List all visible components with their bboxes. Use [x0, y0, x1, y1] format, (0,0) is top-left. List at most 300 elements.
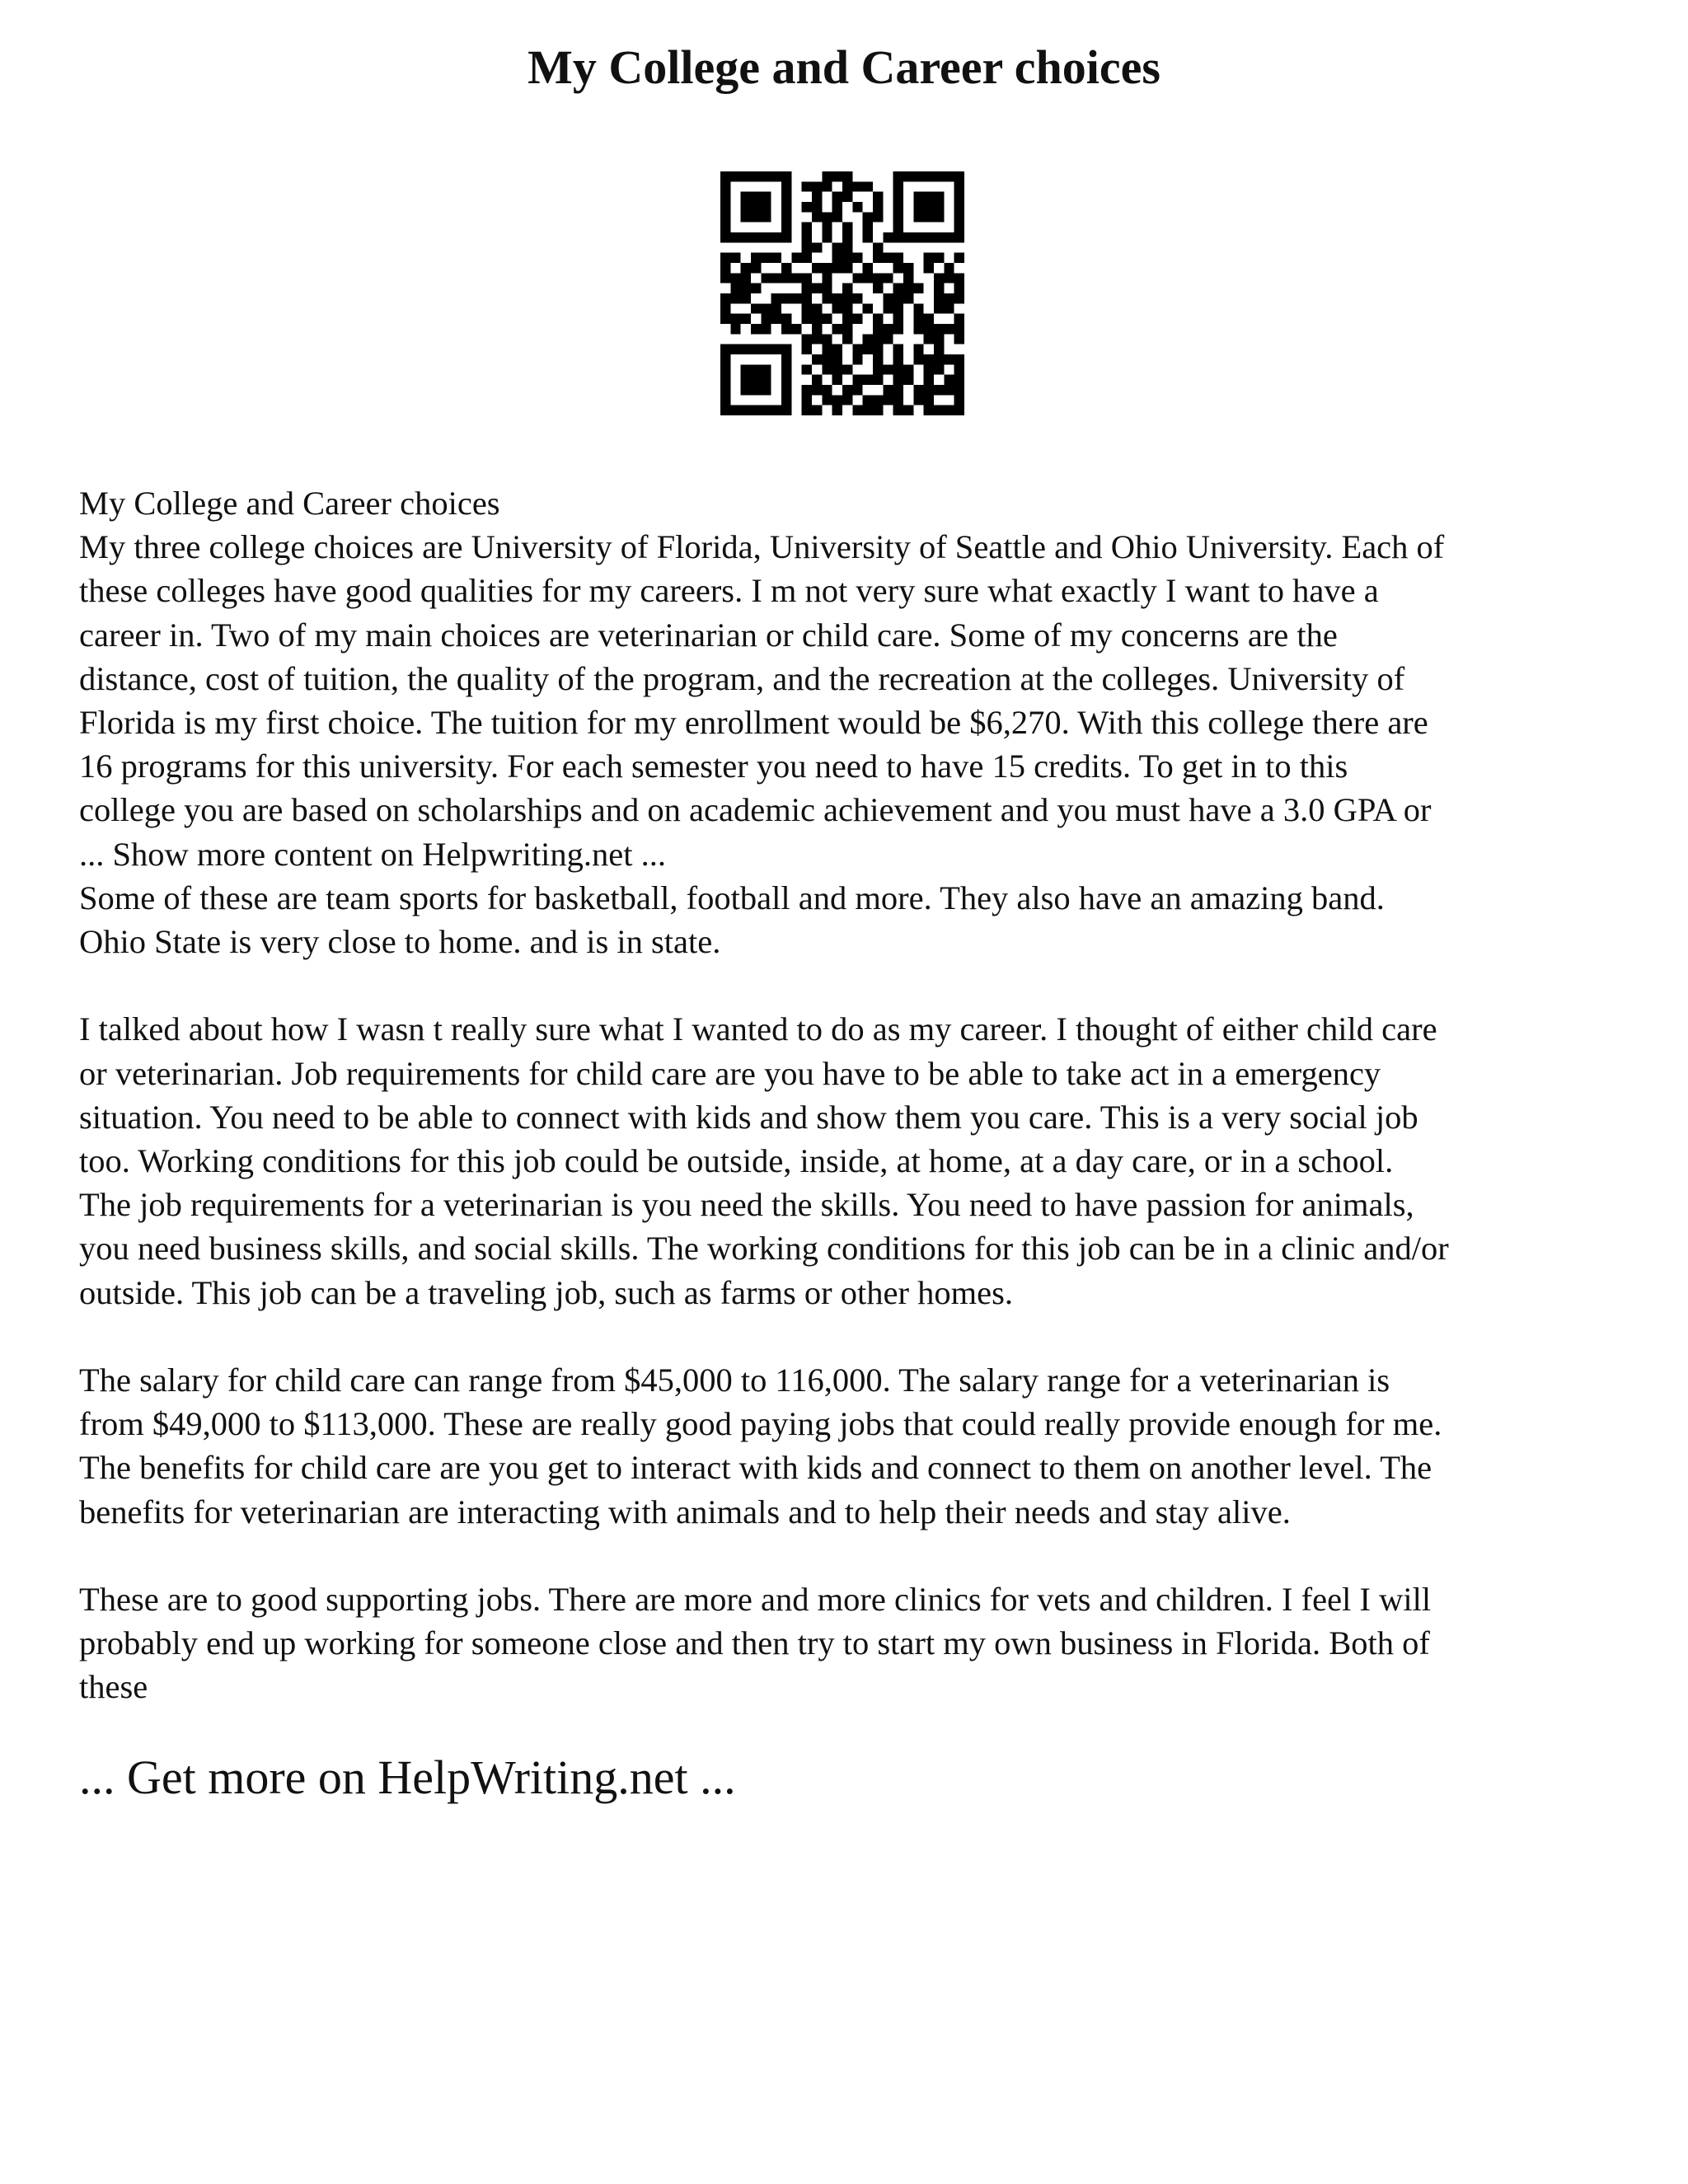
qr-module: [903, 364, 913, 374]
qr-module: [944, 405, 954, 415]
qr-module: [741, 202, 751, 212]
qr-module: [873, 334, 883, 344]
qr-module: [720, 364, 730, 374]
qr-module: [791, 253, 801, 263]
qr-module: [822, 354, 832, 364]
qr-module: [791, 293, 801, 303]
qr-module: [903, 171, 913, 181]
qr-module: [903, 232, 913, 242]
qr-module: [720, 385, 730, 395]
qr-module: [893, 171, 903, 181]
qr-module: [832, 242, 842, 252]
qr-module: [934, 344, 944, 354]
qr-module: [893, 232, 903, 242]
qr-module: [802, 242, 812, 252]
qr-module: [954, 202, 964, 212]
qr-module: [720, 314, 730, 324]
qr-module: [903, 375, 913, 385]
qr-module: [954, 212, 964, 222]
qr-module: [741, 405, 751, 415]
text-line: Florida is my first choice. The tuition for my enrollment would be $6,270. With this college there are: [79, 704, 1428, 742]
qr-module: [812, 324, 822, 334]
qr-module: [924, 192, 934, 202]
qr-module: [802, 314, 812, 324]
qr-module: [761, 364, 771, 374]
qr-module: [761, 385, 771, 395]
qr-module: [720, 192, 730, 202]
qr-module: [761, 212, 771, 222]
qr-module: [954, 284, 964, 293]
qr-module: [730, 344, 740, 354]
qr-module: [842, 293, 852, 303]
qr-module: [842, 171, 852, 181]
qr-module: [954, 385, 964, 395]
text-line: distance, cost of tuition, the quality of the program, and the recreation at the colleges. University of: [79, 659, 1405, 697]
qr-module: [720, 405, 730, 415]
qr-module: [852, 273, 862, 283]
qr-module: [944, 375, 954, 385]
qr-module: [822, 334, 832, 344]
qr-module: [944, 232, 954, 242]
qr-module: [954, 364, 964, 374]
qr-module: [924, 202, 934, 212]
qr-module: [944, 273, 954, 283]
qr-module: [781, 171, 791, 181]
qr-module: [802, 202, 812, 212]
qr-module: [934, 171, 944, 181]
qr-module: [944, 354, 954, 364]
qr-module: [944, 171, 954, 181]
qr-module: [741, 192, 751, 202]
qr-module: [761, 303, 771, 313]
qr-module: [893, 375, 903, 385]
qr-module: [781, 375, 791, 385]
qr-module: [863, 232, 873, 242]
qr-module: [954, 334, 964, 344]
qr-module: [934, 334, 944, 344]
qr-module: [771, 303, 781, 313]
qr-module: [751, 253, 761, 263]
text-line: situation. You need to be able to connect with kids and show them you care. This is a very social job: [79, 1098, 1418, 1136]
qr-module: [934, 364, 944, 374]
qr-module: [852, 405, 862, 415]
qr-module: [730, 232, 740, 242]
qr-module: [832, 202, 842, 212]
qr-module: [720, 273, 730, 283]
qr-module: [924, 263, 934, 273]
qr-module: [730, 314, 740, 324]
qr-module: [883, 364, 893, 374]
qr-module: [751, 192, 761, 202]
qr-module: [873, 284, 883, 293]
qr-module: [771, 405, 781, 415]
text-line: The salary for child care can range from $45,000 to 116,000. The salary range for a veterinarian is: [79, 1361, 1390, 1399]
qr-module: [913, 324, 923, 334]
qr-module: [741, 284, 751, 293]
qr-module: [924, 232, 934, 242]
qr-module: [812, 314, 822, 324]
qr-module: [903, 273, 913, 283]
qr-module: [924, 253, 934, 263]
qr-module: [720, 212, 730, 222]
qr-module: [832, 344, 842, 354]
text-line: The job requirements for a veterinarian is you need the skills. You need to have passion for animals,: [79, 1186, 1414, 1224]
text-line: these: [79, 1668, 148, 1706]
qr-module: [954, 375, 964, 385]
paragraph-gap: [79, 1534, 1620, 1577]
qr-module: [873, 253, 883, 263]
qr-module: [863, 273, 873, 283]
qr-module: [730, 171, 740, 181]
qr-module: [842, 192, 852, 202]
qr-module: [751, 364, 761, 374]
text-line: The benefits for child care are you get to interact with kids and connect to them on another level. The: [79, 1449, 1432, 1487]
qr-module: [873, 273, 883, 283]
qr-module: [720, 181, 730, 191]
qr-module: [812, 405, 822, 415]
qr-module: [913, 314, 923, 324]
qr-module: [873, 395, 883, 405]
qr-module: [832, 171, 842, 181]
qr-module: [822, 223, 832, 232]
qr-module: [751, 202, 761, 212]
qr-module: [842, 284, 852, 293]
qr-module: [832, 192, 842, 202]
qr-module: [893, 192, 903, 202]
qr-module: [924, 212, 934, 222]
qr-module: [924, 354, 934, 364]
qr-module: [893, 405, 903, 415]
qr-module: [863, 344, 873, 354]
qr-module: [863, 223, 873, 232]
qr-module: [802, 303, 812, 313]
qr-module: [781, 344, 791, 354]
qr-module: [832, 354, 842, 364]
qr-module: [842, 334, 852, 344]
qr-module: [761, 314, 771, 324]
qr-module: [883, 253, 893, 263]
qr-code-icon: [720, 171, 964, 415]
text-line: college you are based on scholarships and on academic achievement and you must have a 3.0 GPA or: [79, 791, 1432, 829]
qr-module: [913, 192, 923, 202]
text-line: you need business skills, and social skills. The working conditions for this job can be in a clinic and/or: [79, 1230, 1449, 1268]
qr-module: [934, 192, 944, 202]
qr-module: [741, 375, 751, 385]
qr-module: [934, 354, 944, 364]
qr-module: [852, 253, 862, 263]
qr-module: [802, 385, 812, 395]
qr-module: [761, 192, 771, 202]
qr-module: [883, 232, 893, 242]
qr-module: [954, 223, 964, 232]
qr-module: [873, 202, 883, 212]
qr-module: [954, 273, 964, 283]
qr-module: [883, 324, 893, 334]
qr-module: [913, 212, 923, 222]
qr-module: [761, 202, 771, 212]
qr-module: [812, 242, 822, 252]
qr-module: [883, 395, 893, 405]
qr-module: [842, 223, 852, 232]
qr-module: [913, 303, 923, 313]
qr-module: [822, 293, 832, 303]
qr-module: [873, 344, 883, 354]
qr-module: [771, 293, 781, 303]
qr-module: [802, 334, 812, 344]
text-line: too. Working conditions for this job could be outside, inside, at home, at a day care, or in a school.: [79, 1142, 1394, 1180]
qr-module: [852, 181, 862, 191]
qr-module: [822, 364, 832, 374]
qr-module: [720, 223, 730, 232]
qr-module: [751, 303, 761, 313]
qr-module: [802, 253, 812, 263]
qr-module: [822, 171, 832, 181]
qr-module: [802, 223, 812, 232]
qr-module: [934, 303, 944, 313]
qr-module: [730, 324, 740, 334]
qr-module: [832, 395, 842, 405]
qr-module: [893, 212, 903, 222]
qr-module: [832, 263, 842, 273]
text-line: My College and Career choices: [79, 485, 500, 522]
qr-module: [863, 405, 873, 415]
qr-module: [802, 395, 812, 405]
qr-module: [781, 212, 791, 222]
qr-module: [934, 324, 944, 334]
qr-module: [893, 385, 903, 395]
qr-module: [893, 344, 903, 354]
qr-module: [822, 395, 832, 405]
qr-module: [893, 223, 903, 232]
qr-module: [863, 375, 873, 385]
qr-module: [812, 263, 822, 273]
qr-module: [852, 354, 862, 364]
qr-module: [781, 354, 791, 364]
qr-module: [842, 395, 852, 405]
qr-module: [924, 171, 934, 181]
qr-module: [812, 192, 822, 202]
text-line: benefits for veterinarian are interacting with animals and to help their needs and stay alive.: [79, 1493, 1291, 1530]
text-line: 16 programs for this university. For each semester you need to have 15 credits. To get in to this: [79, 748, 1348, 785]
text-line: My three college choices are University of Florida, University of Seattle and Ohio University. Each of: [79, 528, 1445, 566]
qr-module: [720, 395, 730, 405]
qr-module: [812, 354, 822, 364]
qr-module: [893, 202, 903, 212]
qr-module: [924, 314, 934, 324]
qr-module: [954, 192, 964, 202]
qr-module: [893, 364, 903, 374]
qr-module: [852, 375, 862, 385]
text-line: outside. This job can be a traveling job, such as farms or other homes.: [79, 1273, 1013, 1311]
qr-module: [720, 232, 730, 242]
qr-module: [873, 364, 883, 374]
qr-module: [954, 314, 964, 324]
qr-module: [822, 212, 832, 222]
qr-module: [751, 324, 761, 334]
qr-module: [822, 263, 832, 273]
qr-module: [863, 263, 873, 273]
qr-module: [720, 202, 730, 212]
qr-module: [781, 314, 791, 324]
qr-module: [761, 273, 771, 283]
qr-module: [893, 253, 903, 263]
qr-module: [852, 385, 862, 395]
get-more-link[interactable]: ... Get more on HelpWriting.net ...: [79, 1750, 736, 1804]
qr-module: [832, 405, 842, 415]
qr-module: [802, 344, 812, 354]
text-line: career in. Two of my main choices are veterinarian or child care. Some of my concerns are the: [79, 616, 1338, 654]
qr-module: [751, 171, 761, 181]
qr-module: [893, 263, 903, 273]
paragraph-gap: [79, 963, 1620, 1007]
qr-module: [954, 181, 964, 191]
qr-module: [934, 202, 944, 212]
qr-module: [893, 395, 903, 405]
qr-module: [812, 303, 822, 313]
text-line: these colleges have good qualities for my careers. I m not very sure what exactly I want to have a: [79, 572, 1379, 610]
text-line: Ohio State is very close to home. and is in state.: [79, 923, 721, 961]
qr-module: [802, 364, 812, 374]
qr-module: [812, 334, 822, 344]
qr-module: [852, 293, 862, 303]
qr-module: [924, 364, 934, 374]
qr-module: [903, 284, 913, 293]
qr-module: [771, 273, 781, 283]
qr-module: [954, 324, 964, 334]
qr-module: [741, 263, 751, 273]
qr-module: [720, 171, 730, 181]
qr-module: [741, 344, 751, 354]
qr-module: [781, 181, 791, 191]
qr-module: [873, 375, 883, 385]
qr-module: [924, 324, 934, 334]
qr-module: [913, 344, 923, 354]
qr-module: [751, 385, 761, 395]
qr-module: [852, 202, 862, 212]
qr-module: [913, 284, 923, 293]
qr-module: [913, 354, 923, 364]
article-body: [79, 481, 1620, 1709]
qr-module: [802, 293, 812, 303]
qr-module: [741, 232, 751, 242]
qr-module: [873, 354, 883, 364]
text-line: I talked about how I wasn t really sure what I wanted to do as my career. I thought of either child care: [79, 1010, 1437, 1048]
qr-module: [893, 181, 903, 191]
qr-module: [842, 314, 852, 324]
qr-module: [842, 324, 852, 334]
qr-module: [832, 212, 842, 222]
qr-module: [934, 253, 944, 263]
qr-module: [781, 385, 791, 395]
qr-code-graphic: [720, 171, 964, 415]
qr-module: [781, 395, 791, 405]
qr-module: [873, 405, 883, 415]
qr-module: [720, 375, 730, 385]
qr-module: [832, 293, 842, 303]
qr-module: [924, 385, 934, 395]
qr-module: [954, 171, 964, 181]
qr-module: [812, 284, 822, 293]
qr-module: [730, 273, 740, 283]
qr-module: [771, 232, 781, 242]
qr-module: [883, 293, 893, 303]
qr-module: [822, 273, 832, 283]
qr-module: [934, 293, 944, 303]
qr-module: [832, 303, 842, 313]
qr-module: [720, 354, 730, 364]
qr-module: [730, 253, 740, 263]
qr-module: [812, 202, 822, 212]
qr-module: [822, 385, 832, 395]
qr-module: [781, 405, 791, 415]
qr-module: [903, 293, 913, 303]
qr-module: [944, 303, 954, 313]
qr-module: [893, 293, 903, 303]
qr-module: [730, 284, 740, 293]
qr-module: [812, 212, 822, 222]
text-line: from $49,000 to $113,000. These are really good paying jobs that could really provide enough for me.: [79, 1405, 1442, 1443]
qr-module: [761, 375, 771, 385]
qr-module: [852, 314, 862, 324]
qr-module: [720, 263, 730, 273]
qr-module: [720, 344, 730, 354]
qr-module: [903, 263, 913, 273]
qr-module: [873, 192, 883, 202]
qr-module: [873, 324, 883, 334]
text-line: These are to good supporting jobs. There are more and more clinics for vets and children. I feel I will: [79, 1581, 1432, 1619]
qr-module: [924, 395, 934, 405]
qr-module: [802, 284, 812, 293]
qr-module: [934, 273, 944, 283]
qr-module: [781, 263, 791, 273]
qr-module: [883, 334, 893, 344]
qr-module: [741, 212, 751, 222]
qr-module: [761, 253, 771, 263]
qr-module: [751, 232, 761, 242]
qr-module: [802, 273, 812, 283]
qr-module: [954, 253, 964, 263]
qr-module: [913, 395, 923, 405]
qr-module: [944, 263, 954, 273]
qr-module: [913, 232, 923, 242]
qr-module: [954, 395, 964, 405]
qr-module: [751, 344, 761, 354]
qr-module: [893, 284, 903, 293]
qr-module: [781, 223, 791, 232]
qr-module: [842, 253, 852, 263]
qr-module: [863, 303, 873, 313]
qr-module: [720, 303, 730, 313]
page-title: My College and Career choices: [528, 40, 1160, 94]
qr-module: [812, 181, 822, 191]
text-line: probably end up working for someone close and then try to start my own business in Florida. Both of: [79, 1624, 1430, 1662]
qr-module: [802, 181, 812, 191]
qr-module: [802, 232, 812, 242]
qr-module: [842, 385, 852, 395]
qr-module: [781, 202, 791, 212]
qr-module: [832, 324, 842, 334]
qr-module: [954, 405, 964, 415]
qr-module: [944, 293, 954, 303]
qr-module: [924, 405, 934, 415]
qr-module: [822, 314, 832, 324]
qr-module: [751, 212, 761, 222]
qr-module: [863, 181, 873, 191]
qr-module: [832, 253, 842, 263]
qr-module: [741, 273, 751, 283]
qr-module: [771, 171, 781, 181]
qr-module: [751, 405, 761, 415]
